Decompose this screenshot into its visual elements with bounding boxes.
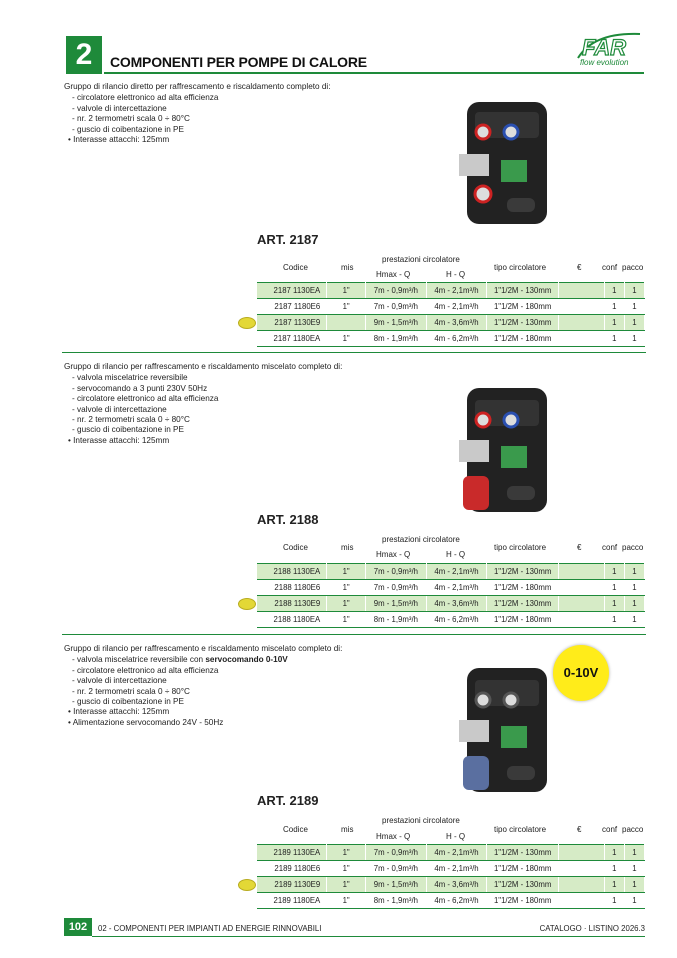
product-image-2188: [455, 386, 550, 516]
th-hmax: Hmax - Q: [376, 550, 411, 559]
section-1-description: Gruppo di rilancio diretto per raffrescamento e riscaldamento completo di: - circolatore elettronico ad alta efficienza - valvole di intercettazione - nr. 2 termometri scala 0 ÷ 80°C - guscio di coibentazione in PE • Interasse attacchi: 125mm: [64, 82, 331, 145]
footer-catalog-label: CATALOGO · LISTINO 2026.3: [539, 924, 645, 933]
table-row: 2187 1130EA 1" 7m - 0,9m³/h 4m - 2,1m³/h 1"1/2M - 130mm 1 1: [257, 283, 645, 299]
th-euro: €: [577, 263, 582, 272]
section-2-description: Gruppo di rilancio per raffrescamento e riscaldamento miscelato completo di: - valvola miscelatrice reversibile - servocomando a 3 punti 230V 50Hz - circolatore elettronico ad alta efficienza - valvole di intercettazione - nr. 2 termometri scala 0 ÷ 80°C - guscio di coibentazione in PE • Interasse attacchi: 125mm: [64, 362, 343, 445]
header-rule: [104, 72, 644, 74]
table-row: 2188 1180E6 1" 7m - 0,9m³/h 4m - 2,1m³/h 1"1/2M - 180mm 1 1: [257, 580, 645, 596]
table-row: 2188 1130EA 1" 7m - 0,9m³/h 4m - 2,1m³/h 1"1/2M - 130mm 1 1: [257, 564, 645, 580]
th-prestazioni: prestazioni circolatore: [382, 535, 460, 544]
th-codice: Codice: [283, 263, 308, 272]
logo-text: FAR: [582, 35, 626, 60]
th-codice: Codice: [283, 825, 308, 834]
footer-section-title: 02 - COMPONENTI PER IMPIANTI AD ENERGIE RINNOVABILI: [98, 924, 322, 933]
th-pacco: pacco: [622, 543, 644, 552]
page-number: 102: [64, 918, 92, 936]
th-euro: €: [577, 543, 582, 552]
th-conf: conf: [602, 825, 618, 834]
th-codice: Codice: [283, 543, 308, 552]
th-hq: H - Q: [446, 550, 466, 559]
table-row: 2189 1180EA 1" 8m - 1,9m³/h 4m - 6,2m³/h 1"1/2M - 180mm 1 1: [257, 893, 645, 909]
th-tipo: tipo circolatore: [494, 825, 547, 834]
th-euro: €: [577, 825, 582, 834]
th-pacco: pacco: [622, 263, 644, 272]
section-3-description: Gruppo di rilancio per raffrescamento e riscaldamento miscelato completo di: - valvola miscelatrice reversibile con servocomando 0-10V - circolatore elettronico ad alta efficienza - valvole di intercettazione - nr. 2 termometri scala 0 ÷ 80°C - guscio di coibentazione in PE • Interasse attacchi: 125mm • Alimentazione servocomando 24V - 50Hz: [64, 644, 343, 727]
product-image-2189: [455, 666, 550, 796]
logo-tagline: flow evolution: [580, 58, 629, 67]
th-conf: conf: [602, 543, 618, 552]
table-2188: [257, 563, 645, 628]
product-image-2187: [455, 98, 550, 228]
table-row: 2187 1130E9 9m - 1,5m³/h 4m - 3,6m³/h 1"1/2M - 130mm 1 1: [257, 315, 645, 331]
chapter-badge: 2: [66, 36, 102, 74]
th-conf: conf: [602, 263, 618, 272]
th-mis: mis: [341, 543, 354, 552]
new-product-icon: [238, 879, 256, 891]
th-prestazioni: prestazioni circolatore: [382, 816, 460, 825]
th-hmax: Hmax - Q: [376, 270, 411, 279]
th-prestazioni: prestazioni circolatore: [382, 255, 460, 264]
th-hq: H - Q: [446, 270, 466, 279]
table-2189: [257, 844, 645, 909]
art-title-2187: ART. 2187: [257, 232, 319, 247]
footer-rule: [92, 936, 645, 937]
table-row: 2188 1180EA 1" 8m - 1,9m³/h 4m - 6,2m³/h 1"1/2M - 180mm 1 1: [257, 612, 645, 628]
section-divider: [62, 352, 646, 353]
th-tipo: tipo circolatore: [494, 543, 547, 552]
art-title-2188: ART. 2188: [257, 512, 319, 527]
section-divider: [62, 634, 646, 635]
th-hq: H - Q: [446, 832, 466, 841]
art-title-2189: ART. 2189: [257, 793, 319, 808]
badge-0-10v: 0-10V: [553, 645, 609, 701]
table-row: 2189 1130E9 1" 9m - 1,5m³/h 4m - 3,6m³/h 1"1/2M - 130mm 1 1: [257, 877, 645, 893]
new-product-icon: [238, 317, 256, 329]
table-row: 2189 1130EA 1" 7m - 0,9m³/h 4m - 2,1m³/h 1"1/2M - 130mm 1 1: [257, 845, 645, 861]
th-tipo: tipo circolatore: [494, 263, 547, 272]
th-hmax: Hmax - Q: [376, 832, 411, 841]
th-mis: mis: [341, 263, 354, 272]
table-row: 2189 1180E6 1" 7m - 0,9m³/h 4m - 2,1m³/h 1"1/2M - 180mm 1 1: [257, 861, 645, 877]
table-row: 2187 1180EA 1" 8m - 1,9m³/h 4m - 6,2m³/h 1"1/2M - 180mm 1 1: [257, 331, 645, 347]
th-mis: mis: [341, 825, 354, 834]
page-title: COMPONENTI PER POMPE DI CALORE: [110, 54, 367, 70]
table-row: 2188 1130E9 1" 9m - 1,5m³/h 4m - 3,6m³/h 1"1/2M - 130mm 1 1: [257, 596, 645, 612]
table-2187: [257, 282, 645, 347]
th-pacco: pacco: [622, 825, 644, 834]
table-row: 2187 1180E6 1" 7m - 0,9m³/h 4m - 2,1m³/h 1"1/2M - 180mm 1 1: [257, 299, 645, 315]
new-product-icon: [238, 598, 256, 610]
